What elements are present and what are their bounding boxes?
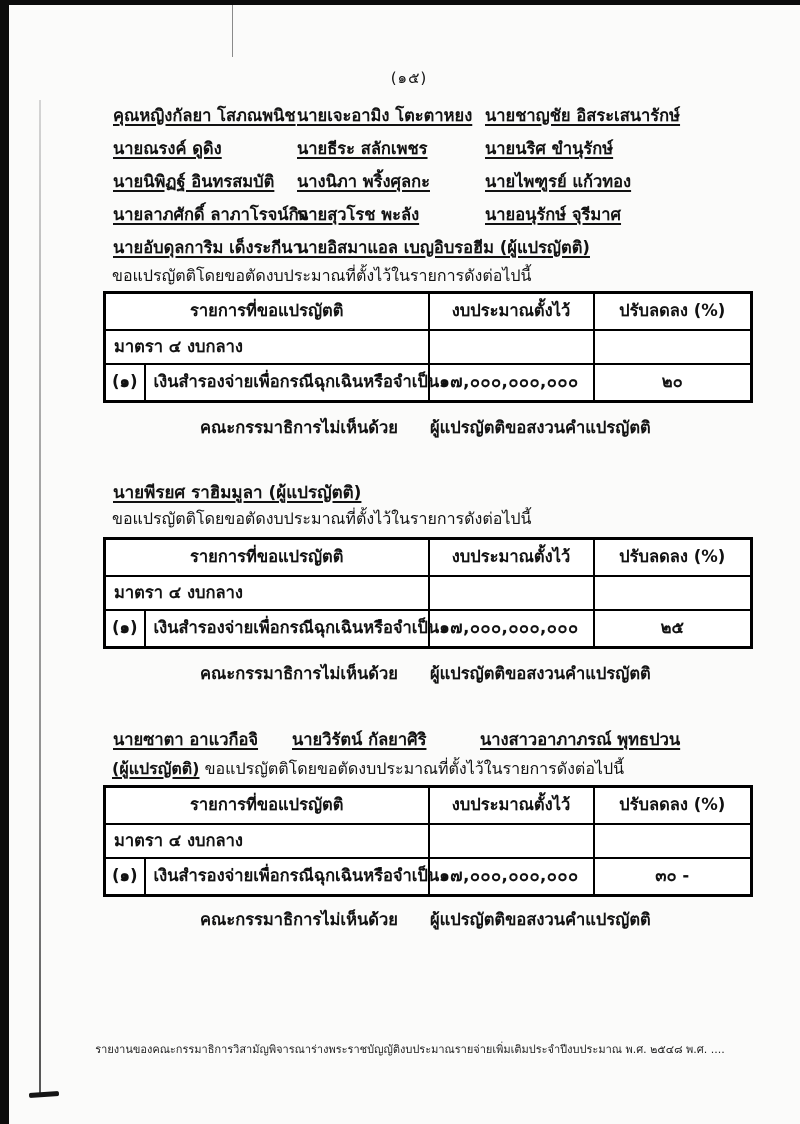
proposer-names-row — [113, 202, 773, 235]
item-number: (๑) — [105, 858, 145, 896]
proposer-suffix-label: (ผู้แปรญัตติ) — [112, 759, 200, 778]
result-line — [103, 907, 763, 931]
section-label: มาตรา ๔ งบกลาง — [105, 824, 429, 858]
col-header-reduce: ปรับลดลง (%) — [594, 293, 752, 330]
item-number: (๑) — [105, 364, 145, 402]
proposer-name: นายวิรัตน์ กัลยาศิริ — [292, 730, 427, 749]
scan-edge-top — [0, 0, 800, 5]
proposer-name: นายเจะอามิง โตะตาหยง — [297, 106, 473, 125]
committee-result: คณะกรรมาธิการไม่เห็นด้วย — [200, 418, 398, 437]
item-name: เงินสำรองจ่ายเพื่อกรณีฉุกเฉินหรือจำเป็น — [145, 610, 429, 648]
proposer-name: คุณหญิงกัลยา โสภณพนิช — [113, 106, 296, 125]
col-header-item: รายการที่ขอแปรญัตติ — [105, 787, 429, 824]
committee-result: คณะกรรมาธิการไม่เห็นด้วย — [200, 664, 398, 683]
proposer-names-row — [113, 136, 773, 169]
table-item-row — [105, 364, 752, 402]
empty-cell — [594, 330, 752, 364]
proposer-name: นายอับดุลการิม เด็งระกีนา — [113, 238, 302, 257]
table-section-row — [105, 576, 752, 610]
item-name: เงินสำรองจ่ายเพื่อกรณีฉุกเฉินหรือจำเป็น — [145, 364, 429, 402]
table-header-row — [105, 293, 752, 330]
table-section-row — [105, 824, 752, 858]
proposer-names-block — [113, 103, 773, 268]
empty-cell — [429, 824, 594, 858]
empty-cell — [429, 330, 594, 364]
reduce-percent: ๓๐ - — [594, 858, 752, 896]
table-header-row — [105, 787, 752, 824]
page-number: (๑๕) — [390, 69, 428, 87]
proposer-result: ผู้แปรญัตติขอสงวนคำแปรญัตติ — [430, 910, 651, 929]
proposer-name: นายธีระ สลักเพชร — [297, 139, 428, 158]
document-footer-title: รายงานของคณะกรรมาธิการวิสามัญพิจารณาร่างพระราชบัญญัติงบประมาณรายจ่ายเพิ่มเติมประจำปีงบประมาณ พ.ศ. ๒๕๔๘ พ.ศ. .... — [95, 1043, 725, 1056]
reduce-percent: ๒๕ — [594, 610, 752, 648]
col-header-budget: งบประมาณตั้งไว้ — [429, 787, 594, 824]
item-number: (๑) — [105, 610, 145, 648]
proposer-name: นายนิพิฏฐ์ อินทรสมบัติ — [113, 172, 275, 191]
proposer-name: นายไพฑูรย์ แก้วทอง — [485, 172, 632, 191]
scan-line-artifact — [39, 100, 41, 1093]
empty-cell — [594, 824, 752, 858]
amendment-intro-text: ขอแปรญัตติโดยขอตัดงบประมาณที่ตั้งไว้ในรายการดังต่อไปนี้ — [112, 266, 532, 285]
section-label: มาตรา ๔ งบกลาง — [105, 330, 429, 364]
scan-corner-mark — [29, 1091, 59, 1098]
section-3-proposer-names — [113, 727, 773, 751]
empty-cell — [594, 576, 752, 610]
budget-amount: ๑๗,๐๐๐,๐๐๐,๐๐๐ — [429, 364, 594, 402]
budget-amount: ๑๗,๐๐๐,๐๐๐,๐๐๐ — [429, 858, 594, 896]
amendment-intro-text — [112, 757, 624, 782]
table-header-row — [105, 539, 752, 576]
amendment-table-1 — [103, 291, 753, 403]
section-2-proposer-name: นายพีรยศ ราฮิมมูลา (ผู้แปรญัตติ) — [113, 483, 362, 503]
result-line — [103, 661, 763, 685]
proposer-name: นางสาวอาภาภรณ์ พุทธปวน — [480, 730, 681, 749]
committee-result: คณะกรรมาธิการไม่เห็นด้วย — [200, 910, 398, 929]
proposer-name: นางนิภา พริ้งศุลกะ — [297, 172, 430, 191]
proposer-names-row — [113, 103, 773, 136]
proposer-name: นายนริศ ขำนุรักษ์ — [485, 139, 614, 158]
budget-amount: ๑๗,๐๐๐,๐๐๐,๐๐๐ — [429, 610, 594, 648]
amendment-intro-text: ขอแปรญัตติโดยขอตัดงบประมาณที่ตั้งไว้ในรายการดังต่อไปนี้ — [112, 509, 532, 528]
intro-text: ขอแปรญัตติโดยขอตัดงบประมาณที่ตั้งไว้ในรายการดังต่อไปนี้ — [204, 759, 625, 778]
table-item-row — [105, 858, 752, 896]
result-line — [103, 415, 763, 439]
item-name: เงินสำรองจ่ายเพื่อกรณีฉุกเฉินหรือจำเป็น — [145, 858, 429, 896]
col-header-budget: งบประมาณตั้งไว้ — [429, 293, 594, 330]
section-label: มาตรา ๔ งบกลาง — [105, 576, 429, 610]
col-header-item: รายการที่ขอแปรญัตติ — [105, 539, 429, 576]
proposer-name: นายอิสมาแอล เบญอิบรอฮีม (ผู้แปรญัตติ) — [297, 238, 590, 257]
proposer-name: นายชาญชัย อิสระเสนารักษ์ — [485, 106, 681, 125]
proposer-result: ผู้แปรญัตติขอสงวนคำแปรญัตติ — [430, 664, 651, 683]
col-header-reduce: ปรับลดลง (%) — [594, 787, 752, 824]
proposer-name: นายซาตา อาแวกือจิ — [113, 730, 259, 749]
amendment-table-2 — [103, 537, 753, 649]
reduce-percent: ๒๐ — [594, 364, 752, 402]
proposer-name: นายสุวโรช พะลัง — [297, 205, 420, 224]
proposer-result: ผู้แปรญัตติขอสงวนคำแปรญัตติ — [430, 418, 651, 437]
proposer-name: นายณรงค์ ดูดิง — [113, 139, 222, 158]
table-section-row — [105, 330, 752, 364]
amendment-table-3 — [103, 785, 753, 897]
empty-cell — [429, 576, 594, 610]
table-item-row — [105, 610, 752, 648]
col-header-item: รายการที่ขอแปรญัตติ — [105, 293, 429, 330]
scan-edge-left — [0, 0, 9, 1124]
proposer-names-row — [113, 169, 773, 202]
col-header-budget: งบประมาณตั้งไว้ — [429, 539, 594, 576]
proposer-name: นายลาภศักดิ์ ลาภาโรจน์กิจ — [113, 205, 309, 224]
proposer-name: นายอนุรักษ์ จุรีมาศ — [485, 205, 622, 224]
scan-line-artifact-top — [232, 5, 233, 57]
col-header-reduce: ปรับลดลง (%) — [594, 539, 752, 576]
